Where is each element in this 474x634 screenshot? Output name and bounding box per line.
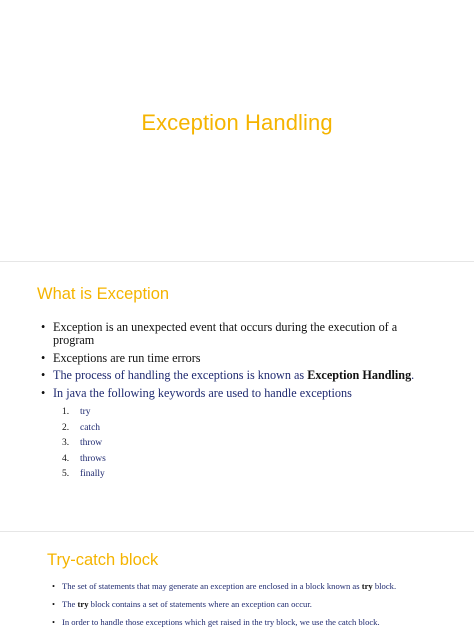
bullet-text-end: block contains a set of statements where an exception can occur. — [88, 598, 312, 609]
bullet-item — [40, 352, 440, 365]
slide-title — [0, 0, 474, 258]
bullet-list — [40, 321, 440, 404]
slide-try-catch — [0, 534, 474, 632]
keyword-text: catch — [80, 422, 101, 433]
keyword-list — [62, 405, 106, 483]
bullet-bold-text: Exception Handling — [307, 368, 412, 382]
bullet-text: The process of handling the exceptions is known as — [53, 368, 308, 382]
slide-divider — [0, 261, 474, 262]
bullet-text-end: block. — [372, 581, 397, 591]
keyword-number: 3. — [62, 438, 70, 448]
bullet-item — [40, 321, 440, 347]
bullet-item — [52, 599, 462, 609]
bullet-bold-text: try — [361, 581, 373, 591]
keyword-text: finally — [80, 469, 105, 479]
bullet-icon: • — [52, 581, 56, 591]
keyword-item — [62, 405, 106, 421]
keyword-text: try — [80, 407, 91, 417]
slide-heading: Try-catch block — [47, 551, 159, 569]
bullet-icon: • — [41, 350, 46, 365]
keyword-number: 5. — [62, 469, 70, 479]
bullet-text-end: . — [411, 368, 415, 382]
bullet-text: The set of statements that may generate an exception are enclosed in a block known as — [62, 581, 362, 591]
bullet-item — [52, 617, 462, 627]
keyword-number: 1. — [62, 407, 70, 417]
slide-divider — [0, 531, 474, 532]
bullet-icon: • — [52, 598, 56, 609]
bullet-icon: • — [41, 385, 46, 400]
keyword-number: 2. — [62, 422, 70, 433]
keyword-item — [62, 467, 106, 483]
bullet-icon: • — [52, 616, 56, 627]
bullet-text: In order to handle those exceptions which get raised in the try block, we use the catch block. — [62, 616, 380, 627]
slide-what-is-exception — [0, 265, 474, 529]
bullet-icon: • — [41, 320, 46, 334]
keyword-number: 4. — [62, 453, 70, 464]
bullet-text: Exceptions are run time errors — [53, 350, 201, 365]
bullet-bold-text: try — [77, 598, 89, 609]
bullet-icon: • — [41, 368, 46, 382]
keyword-item — [62, 436, 106, 452]
keyword-item — [62, 421, 106, 437]
presentation-title: Exception Handling — [141, 110, 333, 135]
bullet-list — [52, 581, 462, 634]
slide-heading: What is Exception — [37, 285, 170, 303]
keyword-text: throw — [80, 438, 103, 448]
bullet-text: Exception is an unexpected event that occurs during the execution of a program — [53, 320, 398, 347]
bullet-text: In java the following keywords are used to handle exceptions — [53, 385, 352, 400]
bullet-item — [52, 581, 462, 591]
bullet-item — [40, 369, 440, 382]
keyword-item — [62, 452, 106, 468]
keyword-text: throws — [80, 453, 106, 464]
bullet-item — [40, 387, 440, 400]
bullet-text: The — [62, 598, 78, 609]
